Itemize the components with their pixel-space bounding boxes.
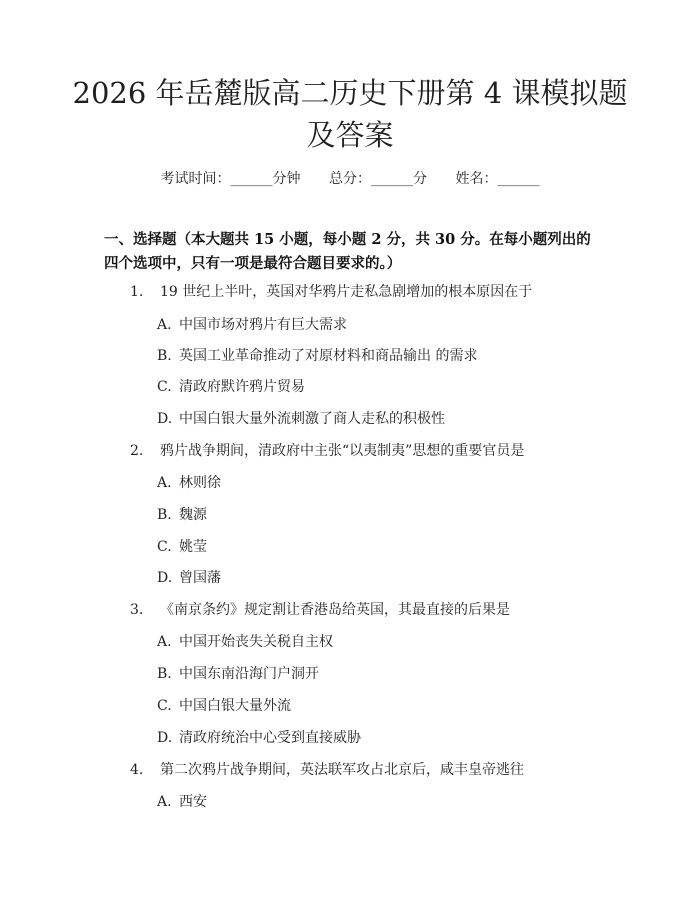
question-stem: 《南京条约》规定割让香港岛给英国，其最直接的后果是 [160,602,510,618]
question-2-option-b [157,505,207,525]
option-letter: C. [157,698,172,714]
question-stem: 19 世纪上半叶，英国对华鸦片走私急剧增加的根本原因在于 [160,284,533,300]
option-text: 中国开始丧失关税自主权 [179,634,333,650]
option-text: 英国工业革命推动了对原材料和商品输出 的需求 [179,348,478,364]
question-3-option-d [157,728,361,748]
question-4-option-a [157,792,207,812]
question-1-option-b [157,346,477,366]
question-3 [130,600,510,620]
question-1-option-d [157,409,445,429]
option-text: 魏源 [179,507,207,523]
option-text: 西安 [179,794,207,810]
question-4 [130,760,524,780]
exam-time-field: 考试时间：______分钟 [160,171,301,187]
question-number: 3. [130,602,144,618]
section-heading: 一、选择题（本大题共 15 小题，每小题 2 分，共 30 分。在每小题列出的四个选项中，只有一项是最符合题目要求的。） [104,231,591,272]
option-text: 林则徐 [179,475,221,491]
option-letter: D. [157,411,173,427]
question-2-option-d [157,568,221,588]
question-number: 4. [130,762,144,778]
option-text: 中国白银大量外流刺激了商人走私的积极性 [179,411,445,427]
question-2-option-c [157,537,207,557]
option-letter: A. [157,794,172,810]
option-letter: C. [157,379,172,395]
question-3-option-c [157,696,291,716]
question-3-option-a [157,632,333,652]
option-letter: A. [157,317,172,333]
question-1 [130,282,532,302]
question-stem: 鸦片战争期间，清政府中主张“以夷制夷”思想的重要官员是 [160,443,525,459]
document-title: 2026 年岳麓版高二历史下册第 4 课模拟题及答案 [72,76,628,152]
option-text: 姚莹 [179,539,207,555]
option-letter: B. [157,507,172,523]
question-stem: 第二次鸦片战争期间，英法联军攻占北京后，咸丰皇帝逃往 [160,762,524,778]
option-letter: C. [157,539,172,555]
question-number: 2. [130,443,144,459]
option-text: 中国市场对鸦片有巨大需求 [179,317,347,333]
option-text: 曾国藩 [179,570,221,586]
option-letter: D. [157,730,173,746]
option-letter: A. [157,634,172,650]
question-1-option-c [157,377,305,397]
option-letter: A. [157,475,172,491]
total-score-field: 总分：______分 [329,171,427,187]
option-text: 中国东南沿海门户洞开 [179,666,319,682]
option-letter: B. [157,348,172,364]
option-text: 清政府统治中心受到直接威胁 [179,730,361,746]
question-1-option-a [157,315,347,335]
question-2-option-a [157,473,221,493]
option-text: 清政府默许鸦片贸易 [179,379,305,395]
question-number: 1. [130,284,144,300]
question-3-option-b [157,664,319,684]
option-text: 中国白银大量外流 [179,698,291,714]
exam-info-line [0,168,700,188]
option-letter: B. [157,666,172,682]
option-letter: D. [157,570,173,586]
question-2 [130,441,524,461]
student-name-field: 姓名：______ [455,171,540,187]
